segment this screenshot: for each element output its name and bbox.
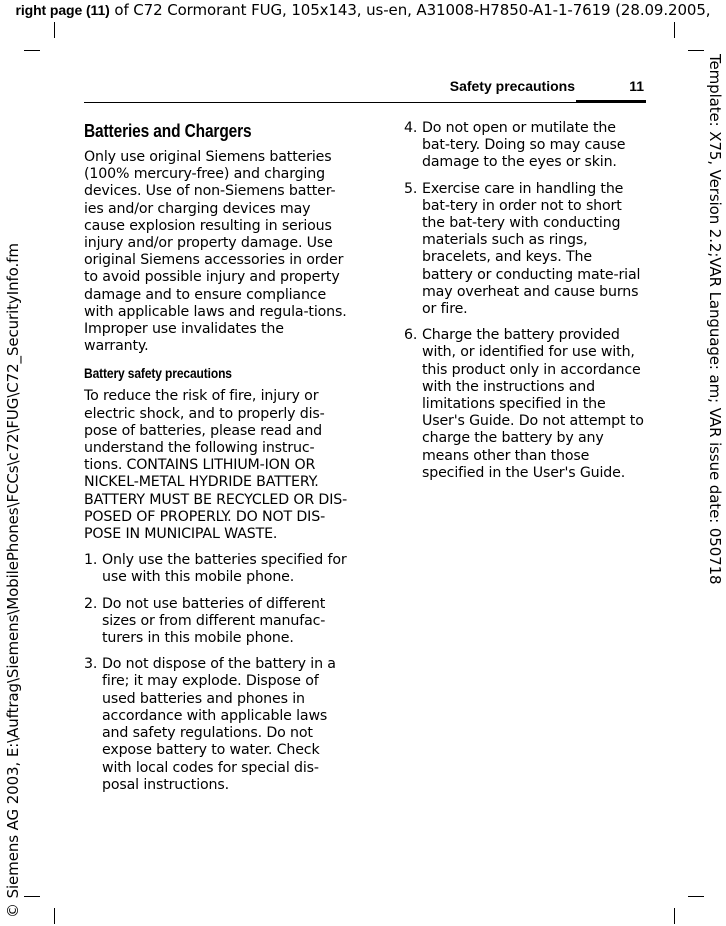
list-item-number: 2. [84, 595, 98, 612]
left-column [84, 120, 352, 803]
list-item-text: Exercise care in handling the bat-tery in order not to short the bat-tery with conducting materials such as rings, bracelets, and keys. The battery or conducting mate-rial may overheat and cause burns or fire. [422, 180, 641, 318]
warning-paragraph: To reduce the risk of fire, injury or electric shock, and to properly dis-pose of batteries, please read and understand the following instruc-tions. CONTAINS LITHIUM-ION OR NICKEL-METAL HYDRIDE BATTERY. BATTERY MUST BE RECYCLED OR DIS-POSED OF PROPERLY. DO NOT DIS-POSE IN MUNICIPAL WASTE. [84, 388, 348, 543]
subheading: Battery safety precautions [84, 365, 232, 382]
list-item-number: 1. [84, 552, 98, 569]
list-item-text: Do not use batteries of different sizes or from different manufac-turers in this mobile phone. [102, 595, 326, 647]
print-info-lead: right page (11) [15, 2, 110, 18]
list-item-number: 4. [404, 120, 418, 136]
print-info-left-margin: © Siemens AG 2003, E:\Auftrag\Siemens\MobilePhones\FCCs\c72\FUG\C72_SecurityInfo.fm [4, 243, 22, 918]
header-rule-accent [576, 100, 646, 103]
list-item-text: Only use the batteries specified for use with this mobile phone. [102, 552, 347, 586]
list-item [404, 120, 646, 172]
section-title: Safety precautions [449, 78, 575, 94]
crop-mark [24, 896, 40, 897]
header-rule [84, 102, 646, 103]
list-item-text: Do not open or mutilate the bat-tery. Doing so may cause damage to the eyes or skin. [422, 120, 626, 171]
list-item [404, 181, 646, 319]
crop-mark [54, 908, 55, 924]
crop-mark [674, 22, 675, 38]
precaution-list [84, 552, 352, 794]
precaution-list [404, 120, 646, 482]
print-info-right-margin: Template: X75, Version 2.2;VAR Language: am; VAR issue date: 050718 [706, 54, 724, 585]
list-item-number: 5. [404, 180, 418, 197]
page-header [84, 76, 646, 104]
page-heading: Batteries and Chargers [84, 121, 252, 141]
list-item [84, 596, 352, 648]
list-item [84, 552, 352, 586]
list-item-text: Charge the battery provided with, or identified for use with, this product only in accordance with the instructions and limitations specified in the User's Guide. Do not attempt to charge the battery by any means other than those specified in the User's Guide. [422, 327, 644, 481]
crop-mark [688, 896, 704, 897]
list-item [84, 656, 352, 794]
page-number: 11 [629, 78, 644, 94]
list-item-number: 3. [84, 656, 98, 673]
print-info-rest: of C72 Cormorant FUG, 105x143, us-en, A31008-H7850-A1-1-7619 (28.09.2005, [109, 1, 711, 19]
crop-mark [24, 50, 40, 51]
crop-mark [688, 50, 704, 51]
right-column [404, 120, 646, 491]
intro-paragraph: Only use original Siemens batteries (100% mercury-free) and charging devices. Use of non-Siemens batter-ies and/or charging devices may cause explosion resulting in serious injury and/or property damage. Use original Siemens accessories in order to avoid possible injury and property damage and to ensure compliance with applicable laws and regula-tions. Improper use invalidates the warranty. [84, 149, 347, 355]
list-item-text: Do not dispose of the battery in a fire; it may explode. Dispose of used batteries and phones in accordance with applicable laws and safety regulations. Do not expose battery to water. Check with local codes for special dis-posal instructions. [102, 656, 336, 793]
crop-mark [674, 908, 675, 924]
print-info-top [0, 0, 726, 20]
crop-mark [54, 22, 55, 38]
list-item-number: 6. [404, 327, 418, 344]
list-item [404, 327, 646, 482]
